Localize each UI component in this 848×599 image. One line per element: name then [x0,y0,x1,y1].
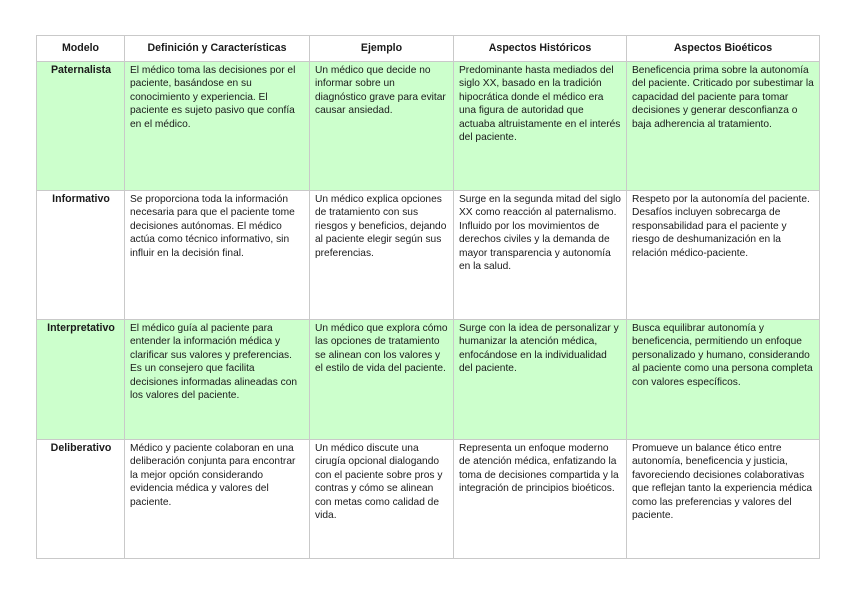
model-name: Paternalista [37,62,125,191]
header-definicion: Definición y Características [125,36,310,62]
example-cell: Un médico discute una cirugía opcional dialogando con el paciente sobre pros y contras y cómo se alinean con metas como calidad de vida. [310,440,454,559]
example-cell: Un médico que explora cómo las opciones de tratamiento se alinean con los valores y el estilo de vida del paciente. [310,320,454,440]
model-name: Informativo [37,191,125,320]
bioethical-cell: Busca equilibrar autonomía y beneficencia, permitiendo un enfoque personalizado y humano, considerando al paciente como una persona completa con valores específicos. [627,320,820,440]
historical-cell: Representa un enfoque moderno de atención médica, enfatizando la toma de decisiones compartida y la integración de principios bioéticos. [454,440,627,559]
header-historicos: Aspectos Históricos [454,36,627,62]
definition-cell: El médico toma las decisiones por el paciente, basándose en su conocimiento y experiencia. El paciente es sujeto pasivo que confía en el médico. [125,62,310,191]
table-row-paternalista [37,62,820,191]
header-modelo: Modelo [37,36,125,62]
bioethical-cell: Promueve un balance ético entre autonomía, beneficencia y justicia, favoreciendo decisiones colaborativas que reflejan tanto la experiencia médica como las preferencias y valores del paciente. [627,440,820,559]
example-cell: Un médico que decide no informar sobre un diagnóstico grave para evitar causar ansiedad. [310,62,454,191]
definition-cell: Se proporciona toda la información necesaria para que el paciente tome decisiones autónomas. El médico actúa como técnico informativo, sin influir en la decisión final. [125,191,310,320]
header-bioeticos: Aspectos Bioéticos [627,36,820,62]
models-table [36,35,820,559]
header-row [37,36,820,62]
table-row-informativo [37,191,820,320]
example-cell: Un médico explica opciones de tratamiento con sus riesgos y beneficios, dejando al paciente elegir según sus preferencias. [310,191,454,320]
model-name: Interpretativo [37,320,125,440]
historical-cell: Predominante hasta mediados del siglo XX, basado en la tradición hipocrática donde el médico era una figura de autoridad que actuaba altruistamente en el interés del paciente. [454,62,627,191]
bioethical-cell: Respeto por la autonomía del paciente. Desafíos incluyen sobrecarga de responsabilidad para el paciente y riesgo de deshumanización en la relación médico-paciente. [627,191,820,320]
historical-cell: Surge en la segunda mitad del siglo XX como reacción al paternalismo. Influido por los movimientos de derechos civiles y la demanda de mayor transparencia y autonomía en la salud. [454,191,627,320]
header-ejemplo: Ejemplo [310,36,454,62]
bioethical-cell: Beneficencia prima sobre la autonomía del paciente. Criticado por subestimar la capacidad del paciente para tomar decisiones y generar desconfianza o baja adherencia al tratamiento. [627,62,820,191]
definition-cell: Médico y paciente colaboran en una deliberación conjunta para encontrar la mejor opción considerando evidencia médica y valores del paciente. [125,440,310,559]
table-row-interpretativo [37,320,820,440]
historical-cell: Surge con la idea de personalizar y humanizar la atención médica, enfocándose en la individualidad del paciente. [454,320,627,440]
table-row-deliberativo [37,440,820,559]
model-name: Deliberativo [37,440,125,559]
definition-cell: El médico guía al paciente para entender la información médica y clarificar sus valores y preferencias. Es un consejero que facilita decisiones informadas alineadas con los valores del paciente. [125,320,310,440]
